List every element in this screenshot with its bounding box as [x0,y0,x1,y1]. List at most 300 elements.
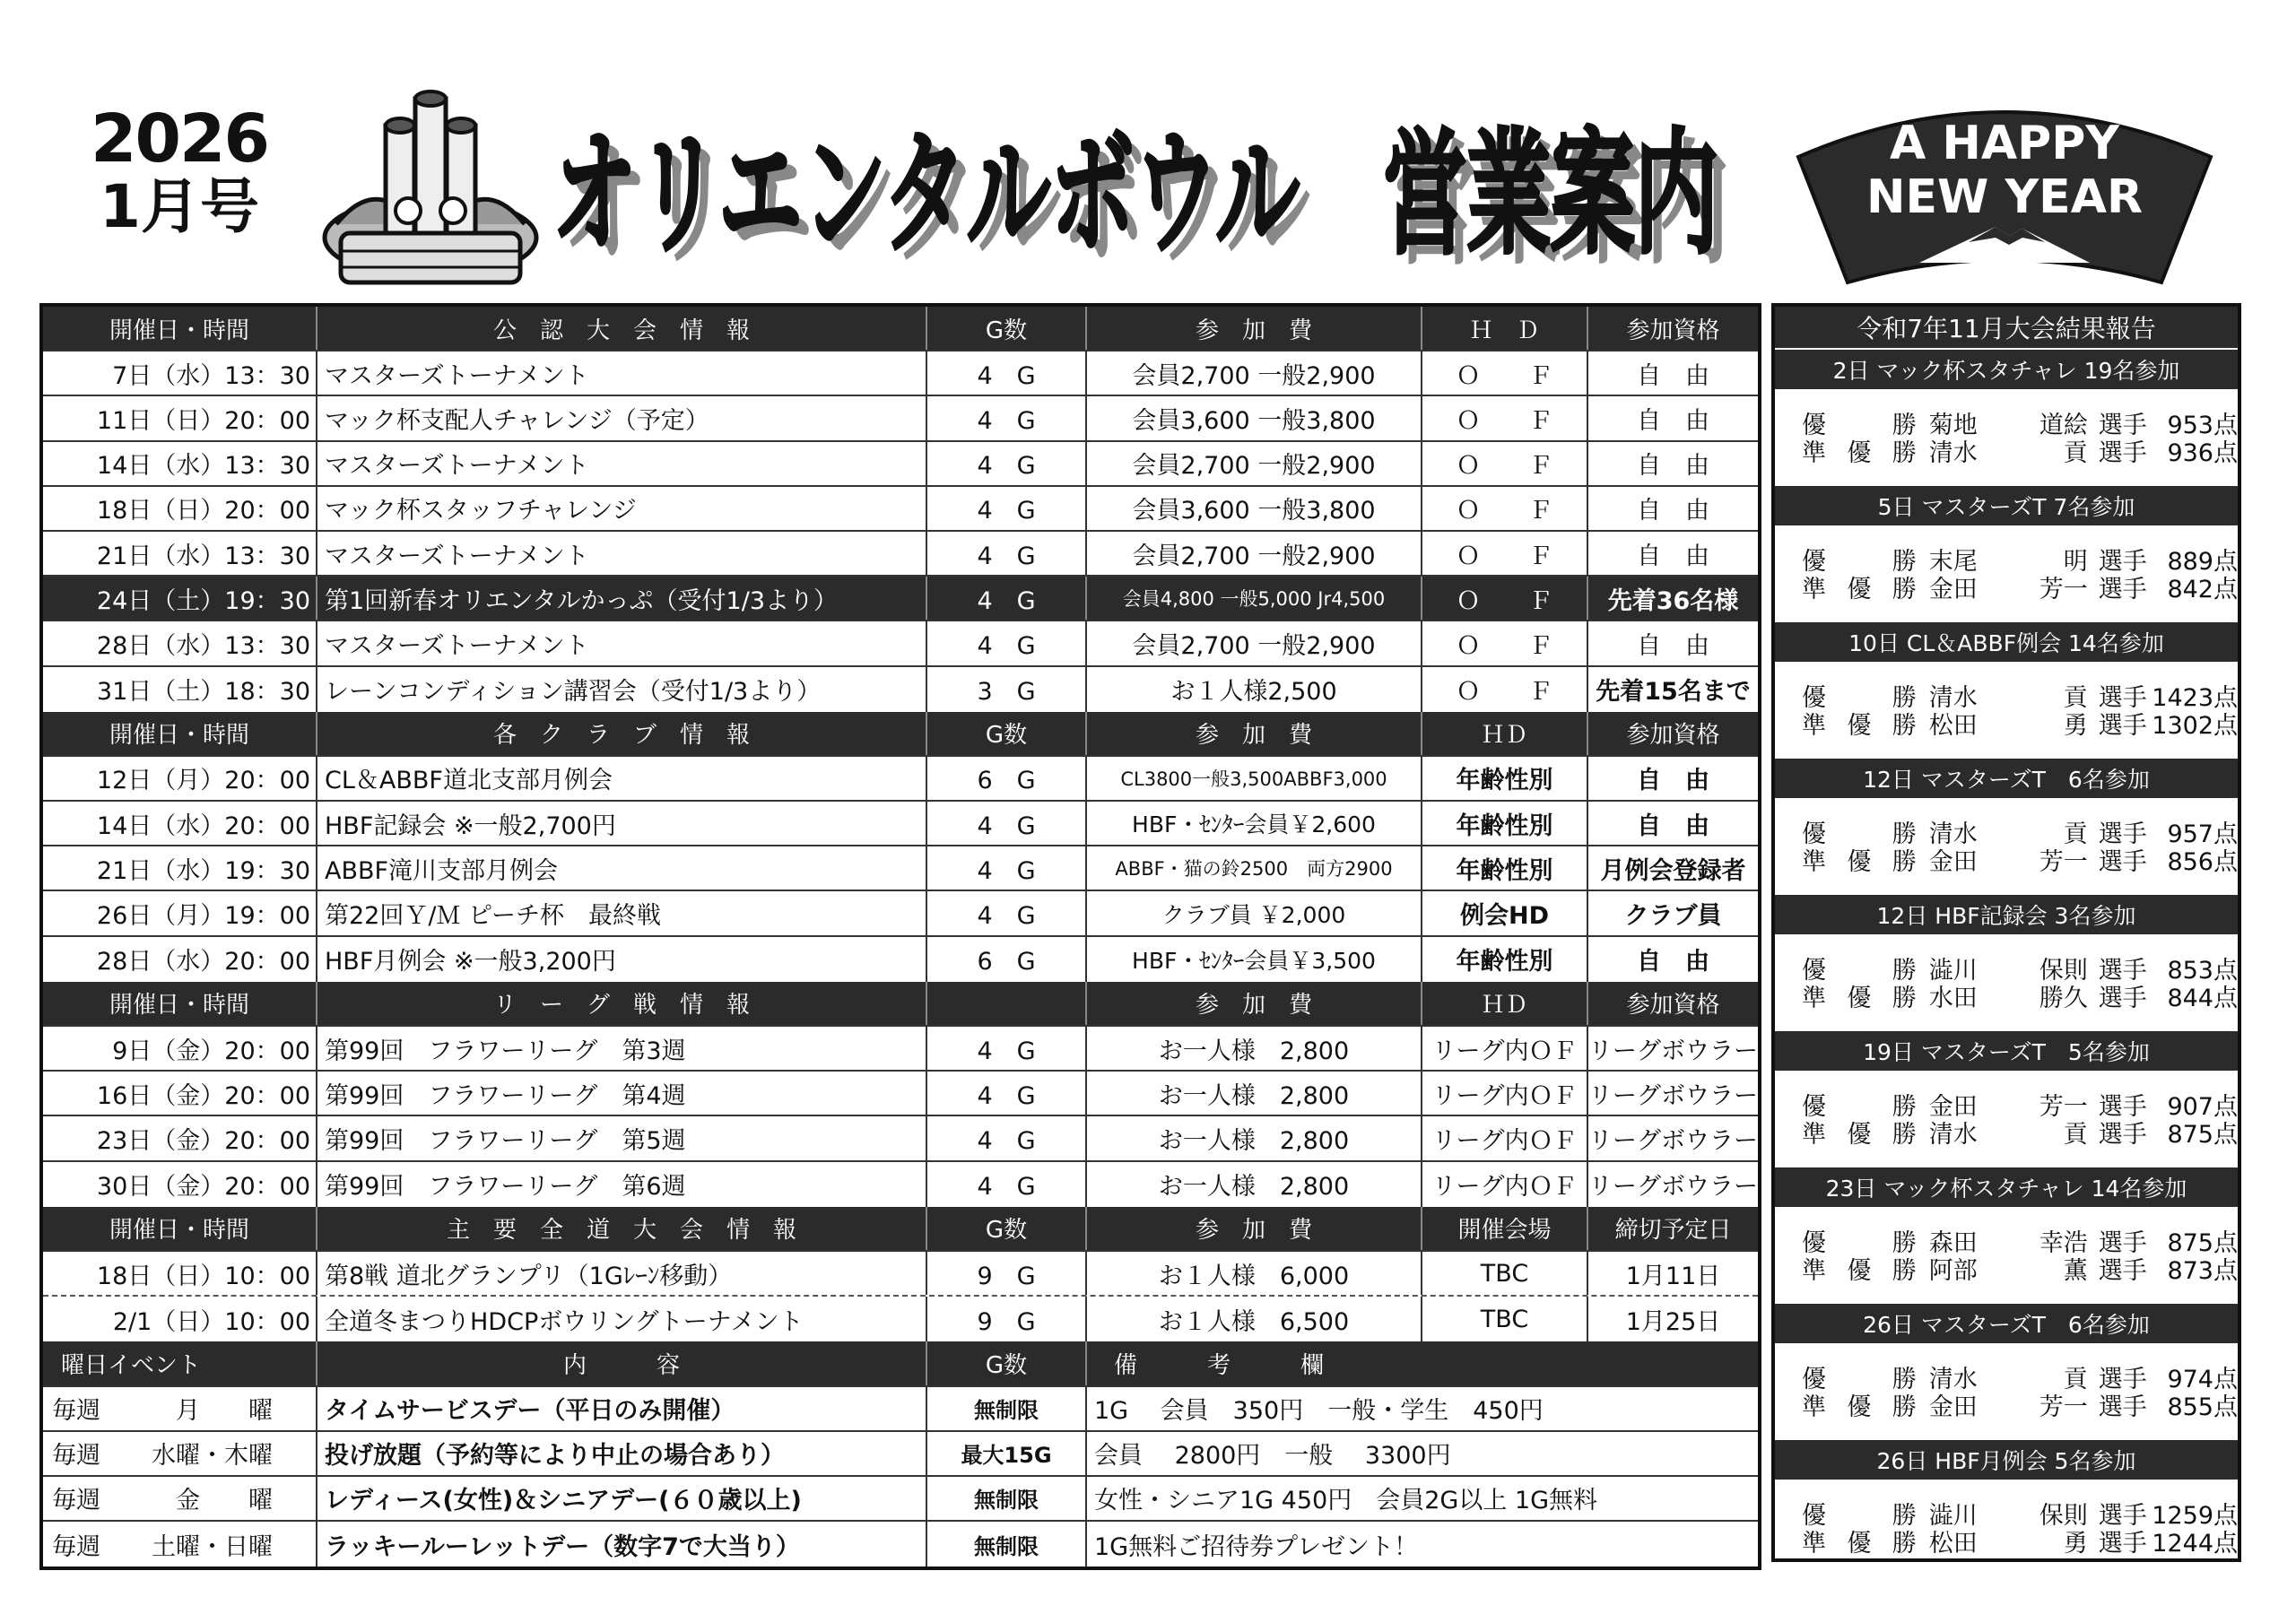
player-given: 貢 [2063,439,2088,467]
event-games: 4 G [927,352,1087,395]
event-games: 9 G [927,1297,1087,1341]
player-score: 875点 [2167,1229,2238,1257]
section-league: リ ー グ 戦 情 報 [317,982,927,1025]
rank-label: 優勝 [1802,1229,1917,1257]
player-suffix: 選手 [2098,1366,2147,1393]
event-hd: Ｏ Ｆ [1422,577,1588,620]
event-hd: 年齢性別 [1422,757,1588,800]
event-qual: 自 由 [1637,497,1709,525]
rank-label: 準優勝 [1802,1121,1917,1149]
event-qual: リーグボウラー [1588,1081,1758,1110]
event-hd: リーグ内ＯＦ [1422,1027,1588,1070]
event-qual: リーグボウラー [1588,1037,1758,1065]
rank-label: 優勝 [1802,548,1917,576]
event-games: 6 G [927,937,1087,982]
player-given: 芳一 [2039,848,2088,876]
event-games: 4 G [927,577,1087,620]
event-date: 23日（金）20：00 [43,1116,317,1159]
event-content: ラッキールーレットデー（数字7で大当り） [317,1522,927,1567]
result-heading: 26日 HBF月例会 5名参加 [1775,1438,2238,1480]
event-remarks: 1G 会員 350円 一般・学生 450円 [1094,1397,1544,1426]
event-date: 7日（水）13：30 [43,352,317,395]
result-runner [1775,846,2238,876]
rank-label: 準優勝 [1802,1530,1917,1558]
table-row [43,1072,1758,1116]
player-name [1929,1115,2088,1150]
result-runner [1775,1527,2238,1558]
event-name: HBF記録会 ※一般2,700円 [317,802,927,845]
event-fee: 会員2,700 一般2,900 [1087,352,1422,395]
result-runner [1775,437,2238,467]
result-heading: 19日 マスターズT 5名参加 [1775,1029,2238,1071]
player-given: 芳一 [2039,1393,2088,1421]
player-surname: 清水 [1928,820,1978,848]
result-body [1775,1343,2238,1438]
event-week: 毎週 [52,1487,100,1515]
svg-text:A HAPPY: A HAPPY [1890,117,2119,170]
event-qual: 自 由 [1637,767,1709,795]
event-content: レディース(女性)＆シニアデー(６０歳以上) [317,1477,927,1520]
event-fee: 会員3,600 一般3,800 [1087,487,1422,530]
event-fee: お一人様 2,800 [1087,1116,1422,1159]
player-score: 844点 [2167,985,2238,1012]
event-date: 12日（月）20：00 [43,757,317,800]
player-suffix: 選手 [2098,1257,2147,1285]
event-day [43,1432,317,1475]
col-fee: 参 加 費 [1087,712,1422,755]
result-runner [1775,709,2238,740]
player-name [1929,1251,2088,1286]
event-row [43,1477,1758,1522]
event-name: 第99回 フラワーリーグ 第4週 [317,1072,927,1115]
event-name: マスターズトーナメント [317,352,927,395]
player-score: 953点 [2167,412,2238,439]
happy-new-year-badge [1785,103,2224,291]
event-games: 4 G [927,1162,1087,1207]
result-runner [1775,1254,2238,1285]
event-games: 4 G [927,891,1087,934]
event-content: タイムサービスデー（平日のみ開催） [317,1387,927,1430]
event-qual: 自 由 [1637,631,1709,660]
col-games: G数 [927,307,1087,350]
player-surname: 清水 [1928,1366,1978,1393]
event-name: マスターズトーナメント [317,442,927,485]
player-suffix: 選手 [2098,848,2147,876]
player-surname: 森田 [1928,1229,1978,1257]
event-qual: 自 由 [1637,542,1709,570]
event-qual: 自 由 [1637,406,1709,435]
event-games: 無制限 [927,1522,1087,1567]
table-row [43,1027,1758,1072]
table-row [43,352,1758,396]
player-surname: 澁川 [1928,1502,1978,1530]
player-score: 889点 [2167,548,2238,576]
event-games: 4 G [927,1027,1087,1070]
event-games: 無制限 [927,1387,1087,1430]
event-name: 第8戦 道北グランプリ（1Gﾚｰﾝ移動） [317,1252,927,1295]
event-fee: 会員2,700 一般2,900 [1087,442,1422,485]
result-runner [1775,1391,2238,1419]
event-name: 第99回 フラワーリーグ 第3週 [317,1027,927,1070]
event-qual: 月例会登録者 [1600,856,1746,885]
event-name: マスターズトーナメント [317,621,927,664]
table-row [43,937,1758,982]
rank-label: 準優勝 [1802,848,1917,876]
header-row-league [43,982,1758,1027]
player-score: 855点 [2167,1393,2238,1421]
rank-label: 優勝 [1802,1502,1917,1530]
kadomatsu-icon [318,63,543,296]
table-row [43,846,1758,891]
event-games: 3 G [927,667,1087,712]
event-date: 21日（水）13：30 [43,532,317,575]
player-surname: 松田 [1928,712,1978,740]
event-venue: TBC [1422,1297,1588,1341]
event-deadline: 1月25日 [1625,1307,1721,1336]
event-hd: リーグ内ＯＦ [1422,1116,1588,1159]
issue-label [76,100,283,241]
event-fee: お一人様 2,800 [1087,1027,1422,1070]
table-row [43,1252,1758,1297]
col-date: 開催日・時間 [43,712,317,755]
header-row-events [43,1341,1758,1386]
event-name: HBF月例会 ※一般3,200円 [317,937,927,982]
event-fee: 会員2,700 一般2,900 [1087,621,1422,664]
result-heading: 12日 HBF記録会 3名参加 [1775,893,2238,934]
table-row [43,757,1758,802]
event-date: 11日（日）20：00 [43,396,317,439]
event-weekday: 月 曜 [176,1397,273,1426]
event-remarks: 1G無料ご招待券プレゼント！ [1094,1532,1419,1561]
event-games: 6 G [927,757,1087,800]
player-score: 875点 [2167,1121,2238,1149]
event-name: 第99回 フラワーリーグ 第6週 [317,1162,927,1207]
player-given: 貢 [2063,1366,2088,1393]
event-date: 28日（水）20：00 [43,937,317,982]
event-date: 26日（月）19：00 [43,891,317,934]
player-surname: 清水 [1928,1121,1978,1149]
event-name: 全道冬まつりHDCPボウリングトーナメント [317,1297,927,1341]
player-given: 貢 [2063,1121,2088,1149]
section-club: 各 ク ラ ブ 情 報 [317,712,927,755]
player-given: 明 [2063,548,2088,576]
player-suffix: 選手 [2098,1393,2147,1421]
event-name: マック杯スタッフチャレンジ [317,487,927,530]
rank-label: 準優勝 [1802,712,1917,740]
event-row [43,1387,1758,1432]
event-name: ABBF滝川支部月例会 [317,846,927,890]
table-row [43,487,1758,532]
event-hd: Ｏ Ｆ [1422,667,1588,712]
table-row [43,396,1758,441]
event-week: 毎週 [52,1397,100,1426]
player-suffix: 選手 [2098,576,2147,603]
result-body [1775,662,2238,757]
col-qual: 参加資格 [1626,317,1720,344]
col-hd: ＨＤ [1422,712,1588,755]
event-date: 2/1（日）10：00 [43,1297,317,1341]
svg-text:オリエンタルボウル 営業案内: オリエンタルボウル 営業案内 [552,117,1718,273]
event-hd: Ｏ Ｆ [1422,487,1588,530]
col-fee: 参 加 費 [1087,307,1422,350]
col-qual: 参加資格 [1626,992,1720,1020]
event-games: 4 G [927,802,1087,845]
event-games: 無制限 [927,1477,1087,1520]
player-name [1929,842,2088,877]
event-fee: HBF・ｾﾝﾀｰ会員￥2,600 [1087,802,1422,845]
rank-label: 準優勝 [1802,1257,1917,1285]
event-day [43,1387,317,1430]
player-name [1929,1523,2088,1558]
col-hd: Ｈ Ｄ [1422,307,1588,350]
result-heading: 5日 マスターズT 7名参加 [1775,484,2238,525]
section-official: 公 認 大 会 情 報 [317,307,927,350]
player-suffix: 選手 [2098,820,2147,848]
event-name: CL＆ABBF道北支部月例会 [317,757,927,800]
player-score: 853点 [2167,957,2238,985]
event-fee: お一人様 2,800 [1087,1162,1422,1207]
col-games: G数 [927,1341,1087,1384]
player-score: 974点 [2167,1366,2238,1393]
event-row [43,1432,1758,1477]
event-fee: HBF・ｾﾝﾀｰ会員￥3,500 [1087,937,1422,982]
event-date: 31日（土）18：30 [43,667,317,712]
results-title: 令和7年11月大会結果報告 [1775,307,2238,348]
result-runner [1775,1118,2238,1149]
player-score: 873点 [2167,1257,2238,1285]
player-name [1929,978,2088,1013]
col-venue: 開催会場 [1422,1207,1588,1250]
event-fee: お一人様 2,800 [1087,1072,1422,1115]
event-fee: CL3800一般3,500ABBF3,000 [1087,757,1422,800]
event-week: 毎週 [52,1442,100,1471]
col-games-empty [927,982,1087,1025]
schedule-table [39,303,1761,1570]
player-surname: 菊地 [1928,412,1978,439]
player-surname: 金田 [1928,1393,1978,1421]
event-date: 14日（水）20：00 [43,802,317,845]
player-given: 道絵 [2039,412,2088,439]
rank-label: 優勝 [1802,684,1917,712]
header-row-official [43,307,1758,352]
player-surname: 清水 [1928,439,1978,467]
event-date: 14日（水）13：30 [43,442,317,485]
col-content: 内 容 [317,1341,927,1384]
player-score: 907点 [2167,1093,2238,1121]
player-given: 保則 [2039,957,2088,985]
event-hd: Ｏ Ｆ [1422,352,1588,395]
table-row [43,621,1758,666]
player-given: 芳一 [2039,1093,2088,1121]
event-date: 30日（金）20：00 [43,1162,317,1207]
rank-label: 準優勝 [1802,439,1917,467]
result-heading: 2日 マック杯スタチャレ 19名参加 [1775,348,2238,389]
event-games: 4 G [927,1116,1087,1159]
col-date: 開催日・時間 [43,307,317,350]
col-date: 開催日・時間 [43,1207,317,1250]
player-name [1929,1387,2088,1422]
event-games: 最大15G [927,1432,1087,1475]
event-name: 第22回Ｙ/Ｍ ピーチ杯 最終戦 [317,891,927,934]
result-body [1775,1480,2238,1575]
event-day [43,1477,317,1520]
issue-month: 1月号 [100,172,259,241]
player-suffix: 選手 [2098,439,2147,467]
table-row [43,532,1758,577]
event-fee: 会員3,600 一般3,800 [1087,396,1422,439]
player-score: 957点 [2167,820,2238,848]
event-date: 16日（金）20：00 [43,1072,317,1115]
event-hd: リーグ内ＯＦ [1422,1072,1588,1115]
table-row [43,1116,1758,1161]
player-given: 保則 [2039,1502,2088,1530]
table-row [43,1297,1758,1341]
event-games: 4 G [927,442,1087,485]
player-surname: 金田 [1928,1093,1978,1121]
event-qual: 自 由 [1637,948,1709,976]
player-suffix: 選手 [2098,957,2147,985]
section-major: 主 要 全 道 大 会 情 報 [317,1207,927,1250]
event-qual: 自 由 [1637,361,1709,390]
event-hd: 年齢性別 [1422,937,1588,982]
svg-text:オリエンタルボウル 営業案内: オリエンタルボウル 営業案内 [563,127,1729,280]
event-weekday: 金 曜 [176,1487,273,1515]
event-qual: 先着36名様 [1607,586,1739,615]
table-row [43,802,1758,846]
table-row [43,577,1758,621]
player-score: 1302点 [2152,712,2238,740]
player-surname: 金田 [1928,848,1978,876]
result-heading: 23日 マック杯スタチャレ 14名参加 [1775,1166,2238,1207]
col-remarks: 備 考 欄 [1114,1351,1325,1379]
player-given: 幸浩 [2039,1229,2088,1257]
player-suffix: 選手 [2098,1121,2147,1149]
rank-label: 準優勝 [1802,576,1917,603]
table-row [43,891,1758,936]
player-given: 薫 [2063,1257,2088,1285]
event-games: 4 G [927,1072,1087,1115]
event-fee: 会員4,800 一般5,000 Jr4,500 [1087,577,1422,620]
rank-label: 優勝 [1802,820,1917,848]
event-day [43,1522,317,1567]
player-name [1929,433,2088,468]
player-given: 勝久 [2039,985,2088,1012]
result-heading: 12日 マスターズT 6名参加 [1775,757,2238,798]
event-hd: 年齢性別 [1422,802,1588,845]
issue-year: 2026 [91,100,268,178]
event-name: 第99回 フラワーリーグ 第5週 [317,1116,927,1159]
player-surname: 清水 [1928,684,1978,712]
player-score: 1423点 [2152,684,2238,712]
event-name: レーンコンディション講習会（受付1/3より） [317,667,927,712]
col-games: G数 [927,1207,1087,1250]
player-name [1929,706,2088,741]
event-qual: 自 由 [1637,452,1709,481]
event-hd: 例会HD [1422,891,1588,934]
player-name [1929,569,2088,604]
event-games: 4 G [927,846,1087,890]
event-weekday: 土曜・日曜 [152,1532,273,1561]
player-suffix: 選手 [2098,1093,2147,1121]
event-fee: お１人様 6,500 [1087,1297,1422,1341]
result-heading: 10日 CL＆ABBF例会 14名参加 [1775,621,2238,662]
player-suffix: 選手 [2098,412,2147,439]
table-row [43,442,1758,487]
player-suffix: 選手 [2098,712,2147,740]
event-venue: TBC [1422,1252,1588,1295]
event-games: 4 G [927,487,1087,530]
player-suffix: 選手 [2098,1502,2147,1530]
event-qual: リーグボウラー [1588,1173,1758,1202]
result-runner [1775,573,2238,601]
event-deadline: 1月11日 [1625,1262,1721,1290]
event-games: 4 G [927,532,1087,575]
event-remarks: 女性・シニア1G 450円 会員2G以上 1G無料 [1094,1487,1598,1515]
event-games: 4 G [927,396,1087,439]
result-body [1775,798,2238,893]
event-hd: リーグ内ＯＦ [1422,1162,1588,1207]
event-fee: お１人様 6,000 [1087,1252,1422,1295]
event-name: マスターズトーナメント [317,532,927,575]
event-name: マック杯支配人チャレンジ（予定） [317,396,927,439]
player-score: 842点 [2167,576,2238,603]
player-suffix: 選手 [2098,684,2147,712]
rank-label: 優勝 [1802,412,1917,439]
player-suffix: 選手 [2098,548,2147,576]
player-surname: 澁川 [1928,957,1978,985]
table-row [43,667,1758,712]
event-remarks: 会員 2800円 一般 3300円 [1094,1442,1451,1471]
col-games: G数 [927,712,1087,755]
event-qual: 自 由 [1637,812,1709,840]
event-hd: Ｏ Ｆ [1422,621,1588,664]
event-week: 毎週 [52,1532,100,1561]
rank-label: 優勝 [1802,1093,1917,1121]
result-body [1775,1071,2238,1166]
event-date: 18日（日）20：00 [43,487,317,530]
event-hd: 年齢性別 [1422,846,1588,890]
event-hd: Ｏ Ｆ [1422,532,1588,575]
header-row-major [43,1207,1758,1252]
col-qual: 参加資格 [1626,722,1720,750]
result-body [1775,1207,2238,1302]
player-surname: 松田 [1928,1530,1978,1558]
player-surname: 水田 [1928,985,1978,1012]
event-games: 4 G [927,621,1087,664]
event-date: 21日（水）19：30 [43,846,317,890]
event-content: 投げ放題（予約等により中止の場合あり） [317,1432,927,1475]
header-row-club [43,712,1758,757]
player-given: 勇 [2063,1530,2088,1558]
player-score: 936点 [2167,439,2238,467]
player-score: 1259点 [2152,1502,2238,1530]
player-surname: 末尾 [1928,548,1978,576]
event-qual: リーグボウラー [1588,1126,1758,1155]
event-date: 28日（水）13：30 [43,621,317,664]
col-fee: 参 加 費 [1087,982,1422,1025]
col-event: 曜日イベント [43,1341,317,1384]
result-heading: 26日 マスターズT 6名参加 [1775,1302,2238,1343]
player-given: 貢 [2063,820,2088,848]
result-body [1775,525,2238,621]
col-deadline: 締切予定日 [1614,1217,1732,1245]
event-fee: ABBF・猫の鈴2500 両方2900 [1087,846,1422,890]
col-date: 開催日・時間 [43,982,317,1025]
player-suffix: 選手 [2098,1229,2147,1257]
event-fee: クラブ員 ￥2,000 [1087,891,1422,934]
event-hd: Ｏ Ｆ [1422,396,1588,439]
player-suffix: 選手 [2098,1530,2147,1558]
